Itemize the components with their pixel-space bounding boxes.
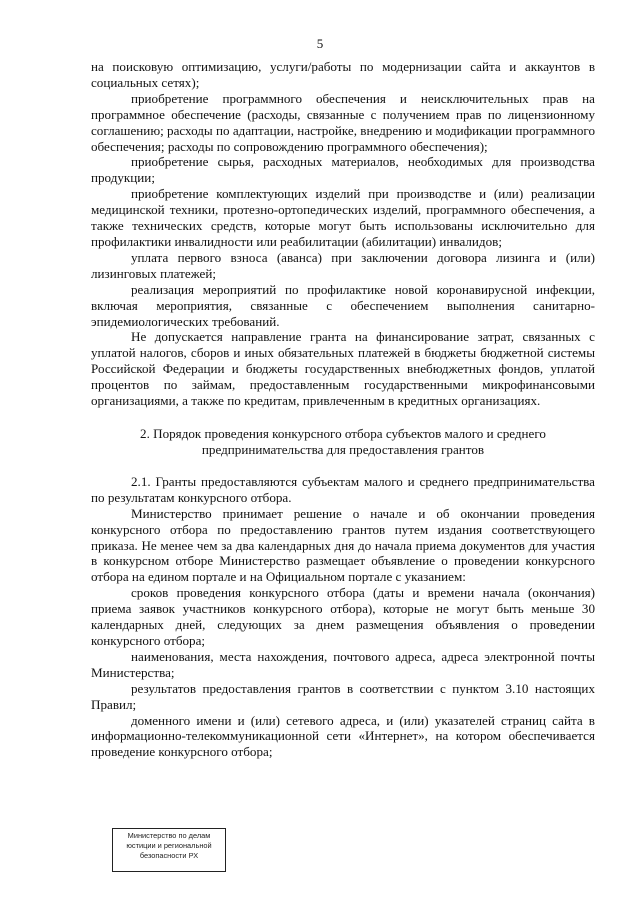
stamp-line-3: безопасности РХ	[139, 851, 199, 860]
paragraph: сроков проведения конкурсного отбора (даты и времени начала (окончания) приема заявок участников конкурсного отбора), которые не могут быть меньше 30 календарных дней, следующих за днем размещения объявления о проведении конкурсного отбора;	[91, 585, 595, 648]
document-body	[91, 59, 595, 760]
paragraph: реализация мероприятий по профилактике новой коронавирусной инфекции, включая мероприятия, связанные с обеспечением выполнения санитарно-эпидемиологических требований.	[91, 281, 595, 329]
paragraph: 2.1. Гранты предоставляются субъектам малого и среднего предпринимательства по результатам конкурсного отбора.	[91, 473, 595, 505]
paragraph: Министерство принимает решение о начале и об окончании проведения конкурсного отбора по предоставлению грантов путем издания соответствующего приказа. Не менее чем за два календарных дня до начала приема документов для участия в конкурсном отборе Министерство размещает объявление о проведении конкурсного отбора на едином портале и на Официальном портале с указанием:	[91, 505, 595, 585]
page-number: 5	[316, 36, 324, 51]
paragraph: Не допускается направление гранта на финансирование затрат, связанных с уплатой налогов, сборов и иных обязательных платежей в бюджеты бюджетной системы Российской Федерации и бюджеты государственных внебюджетных фондов, уплатой процентов по займам, предоставленным государственными микрофинансовыми организациями, а также по кредитам, привлеченным в кредитных организациях.	[91, 329, 595, 409]
paragraph: доменного имени и (или) сетевого адреса, и (или) указателей страниц сайта в информационно-телекоммуникационной сети «Интернет», на котором обеспечивается проведение конкурсного отбора;	[91, 712, 595, 760]
stamp-line-1: Министерство по делам	[127, 831, 211, 840]
section-heading	[91, 426, 595, 458]
paragraph: наименования, места нахождения, почтового адреса, адреса электронной почты Министерства;	[91, 648, 595, 680]
paragraph: приобретение программного обеспечения и неисключительных прав на программное обеспечение (расходы, связанные с получением прав по лицензионному соглашению; расходы по адаптации, настройке, внедрению и модификации программного обеспечения; расходы по сопровождению программного обеспечения);	[91, 90, 595, 154]
paragraph: на поисковую оптимизацию, услуги/работы по модернизации сайта и аккаунтов в социальных сетях);	[91, 59, 595, 90]
paragraph: уплата первого взноса (аванса) при заключении договора лизинга и (или) лизинговых платежей;	[91, 249, 595, 281]
paragraph: приобретение комплектующих изделий при производстве и (или) реализации медицинской техники, протезно-ортопедических изделий, программного обеспечения, а также технических средств, которые могут быть использованы исключительно для профилактики инвалидности или реабилитации (абилитации) инвалидов;	[91, 186, 595, 249]
registration-stamp	[112, 828, 226, 872]
stamp-line-2: юстиции и региональной	[126, 841, 212, 850]
paragraphs-before-heading	[91, 59, 595, 409]
paragraph: приобретение сырья, расходных материалов, необходимых для производства продукции;	[91, 154, 595, 186]
paragraph: результатов предоставления грантов в соответствии с пунктом 3.10 настоящих Правил;	[91, 680, 595, 712]
section-heading-line-1: 2. Порядок проведения конкурсного отбора субъектов малого и среднего	[140, 425, 546, 441]
section-heading-line-2: предпринимательства для предоставления грантов	[201, 441, 485, 457]
paragraphs-after-heading	[91, 474, 595, 760]
